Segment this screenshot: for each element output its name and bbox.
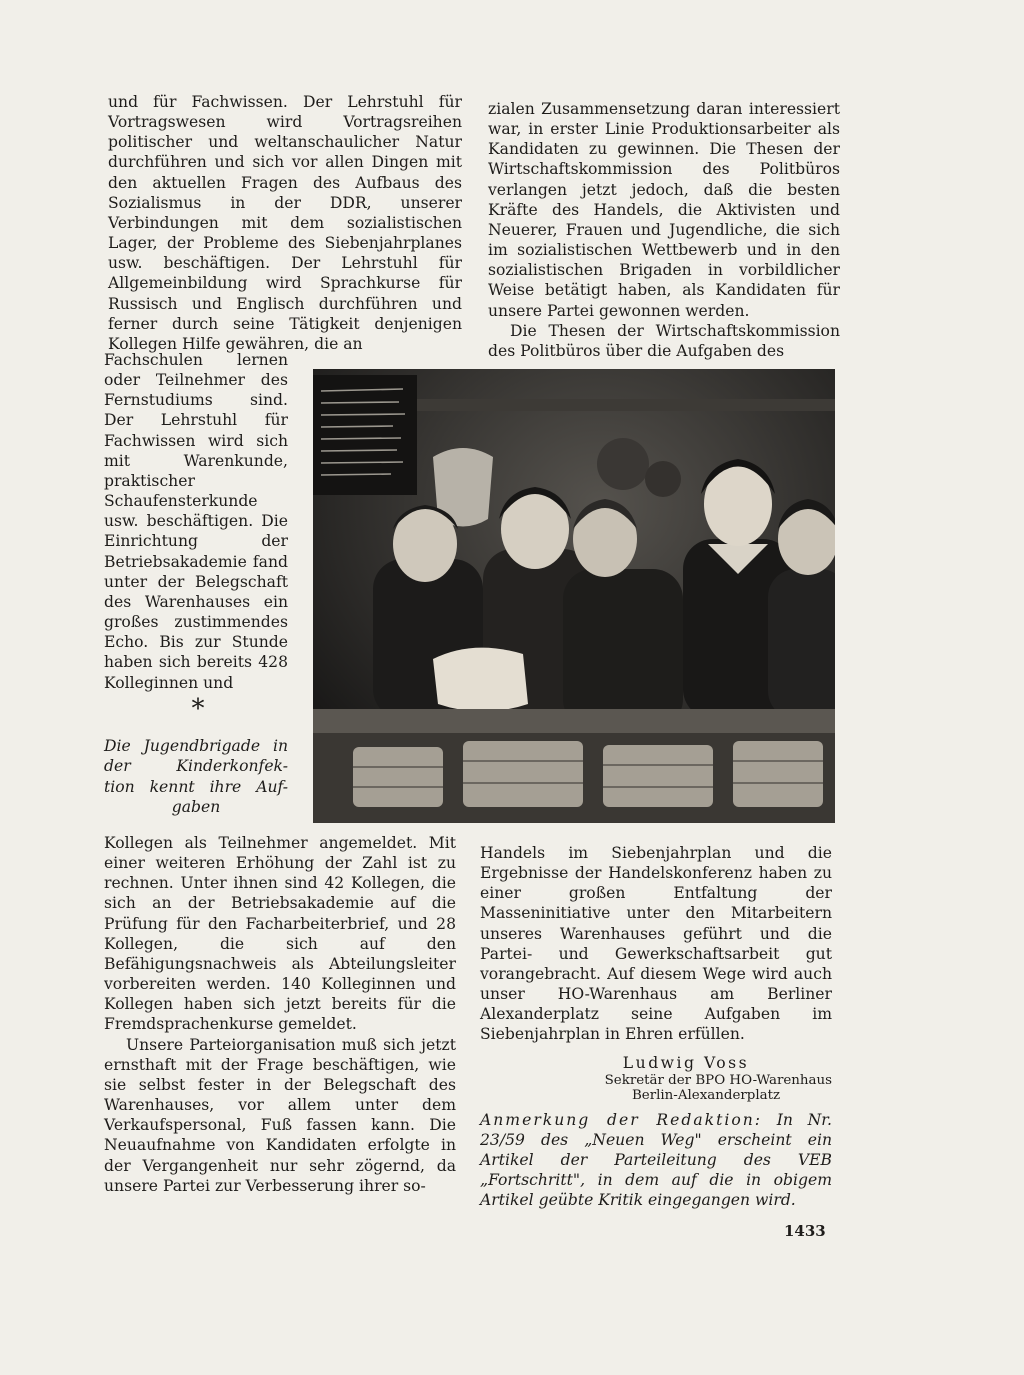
- text-column-right-top: [488, 99, 840, 361]
- caption-line: gaben: [171, 797, 221, 816]
- caption-line: der Kinderkonfek-: [104, 757, 288, 776]
- text-column-left-bottom: [104, 833, 456, 1196]
- author-role: Sekretär der BPO HO-Warenhaus: [604, 1072, 832, 1088]
- author-place: Berlin-Alexanderplatz: [631, 1088, 781, 1104]
- caption-line: Die Jugendbrigade in: [104, 737, 288, 755]
- editor-note: [480, 1110, 832, 1211]
- paragraph: Handels im Siebenjahrplan und die Ergebnisse der Handelskonferenz haben zu einer großen Entfaltung der Masseninitiative unter den Mitarbeitern unseres Warenhauses geführt und die Partei- und Gewerkschaftsarbeit gut vorangebracht. Auf diesem Wege wird auch unser HO-Warenhaus am Berliner Alexanderplatz seine Aufgaben im Siebenjahrplan in Ehren erfüllen.: [480, 844, 832, 1044]
- paragraph: und für Fachwissen. Der Lehrstuhl für Vortragswesen wird Vortragsreihen politischer und weltanschaulicher Natur durchführen und sich vor allen Dingen mit den aktuellen Fragen des Aufbaus des Sozialismus in der DDR, unserer Verbindungen mit dem sozialistischen Lager, der Probleme des Siebenjahrplanes usw. beschäftigen. Der Lehrstuhl für Allgemeinbildung wird Sprachkurse für Russisch und Englisch durchführen und ferner durch seine Tätigkeit denjenigen Kollegen Hilfe gewähren, die an: [108, 93, 462, 353]
- caption-line: tion kennt ihre Auf-: [104, 777, 288, 796]
- text-column-right-bottom: [480, 843, 832, 1211]
- editor-note-label: Anmerkung der Redaktion:: [480, 1110, 763, 1129]
- paragraph: zialen Zusammensetzung daran interessiert war, in erster Linie Produktionsarbeiter als Kandidaten zu gewinnen. Die Thesen der Wirtschaftskommission des Politbüros verlangen jetzt jedoch, daß die besten Kräfte des Handels, die Aktivisten und Neuerer, Frauen und Jugendliche, die sich im sozialistischen Wettbewerb und in den sozialistischen Brigaden in vorbildlicher Weise betätigt haben, als Kandidaten für unsere Partei gewonnen werden.: [488, 100, 840, 320]
- editor-note-text: In Nr. 23/59 des „Neuen Weg" erscheint ein Artikel der Parteileitung des VEB „Fortschritt", in dem auf die in obigem Artikel geübte Kritik eingegangen wird.: [480, 1110, 832, 1210]
- photo-caption: [104, 736, 288, 817]
- paragraph: Fachschulen lernen oder Teilnehmer des Fernstudiums sind. Der Lehrstuhl für Fachwissen wird sich mit Warenkunde, praktischer Schaufensterkunde usw. beschäftigen. Die Einrichtung der Betriebsakademie fand unter der Belegschaft des Warenhauses ein großes zustimmendes Echo. Bis zur Stunde haben sich bereits 428 Kolleginnen und: [104, 351, 288, 692]
- paragraph: Die Thesen der Wirtschaftskommission des Politbüros über die Aufgaben des: [488, 321, 840, 360]
- text-column-left-top: [108, 92, 462, 354]
- author-name: Ludwig Voss: [622, 1053, 750, 1072]
- section-separator: *: [191, 694, 205, 724]
- paragraph: Kollegen als Teilnehmer angemeldet. Mit einer weiteren Erhöhung der Zahl ist zu rechnen. Unter ihnen sind 42 Kollegen, die sich an der Betriebsakademie auf die Prüfung für den Facharbeiterbrief, und 28 Kollegen, die sich auf den Befähigungsnachweis als Abteilungsleiter vorbereiten werden. 140 Kolleginnen und Kollegen haben sich jetzt bereits für die Fremdsprachenkurse gemeldet.: [104, 834, 456, 1034]
- page-number: 1433: [784, 1222, 826, 1240]
- paragraph: Unsere Parteiorganisation muß sich jetzt ernsthaft mit der Frage beschäftigen, wie sie selbst fester in der Belegschaft des Warenhauses, vor allem unter dem Verkaufspersonal, Fuß fassen kann. Die Neuaufnahme von Kandidaten erfolgte in der Vergangenheit nur sehr zögernd, da unsere Partei zur Verbesserung ihrer so-: [104, 1035, 456, 1195]
- photo-illustration: [313, 369, 835, 823]
- photograph-jugendbrigade: [313, 369, 835, 823]
- author-signature: [480, 1053, 832, 1104]
- text-column-narrow: [104, 350, 288, 693]
